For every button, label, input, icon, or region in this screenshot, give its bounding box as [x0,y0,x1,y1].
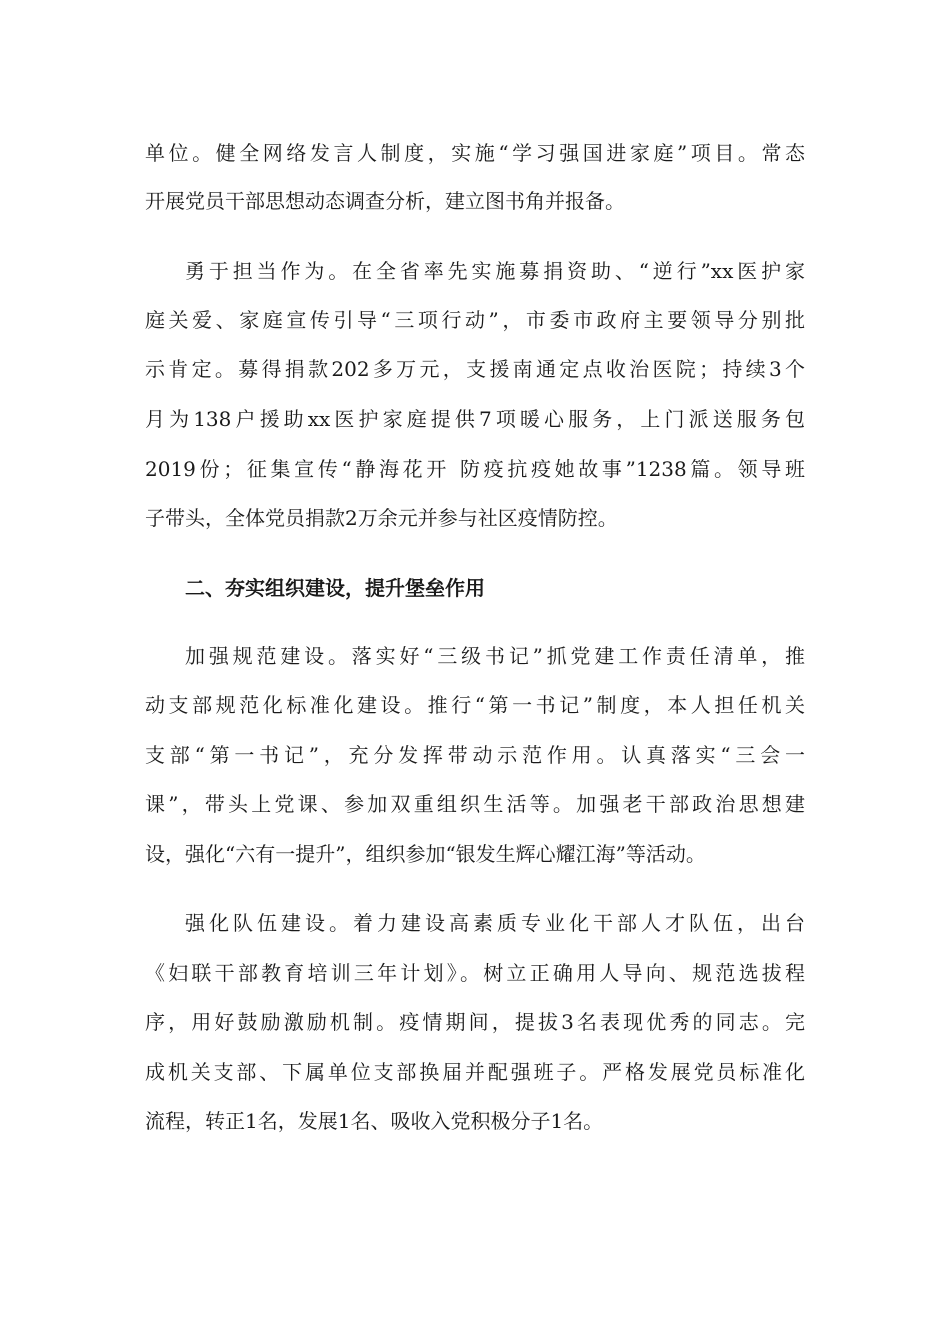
section-heading: 二、夯实组织建设，提升堡垒作用 [185,576,485,600]
paragraph-line: 月为138户援助xx医护家庭提供7项暖心服务，上门派送服务包 [145,407,805,431]
paragraph-line: 强化队伍建设。着力建设高素质专业化干部人才队伍，出台 [185,911,805,935]
paragraph-line: 庭关爱、家庭宣传引导“三项行动”，市委市政府主要领导分别批 [145,308,805,332]
paragraph-line: 勇于担当作为。在全省率先实施募捐资助、“逆行”xx医护家 [185,259,805,283]
paragraph-line: 子带头，全体党员捐款2万余元并参与社区疫情防控。 [145,506,618,530]
paragraph-line: 序，用好鼓励激励机制。疫情期间，提拔3名表现优秀的同志。完 [145,1010,805,1034]
paragraph-line: 流程，转正1名，发展1名、吸收入党积极分子1名。 [145,1109,604,1133]
paragraph-line: 成机关支部、下属单位支部换届并配强班子。严格发展党员标准化 [145,1060,805,1084]
paragraph-line: 动支部规范化标准化建设。推行“第一书记”制度，本人担任机关 [145,693,805,717]
paragraph-line: 《妇联干部教育培训三年计划》。树立正确用人导向、规范选拔程 [145,961,805,985]
paragraph-line: 2019份；征集宣传“静海花开 防疫抗疫她故事”1238篇。领导班 [145,457,805,481]
paragraph-line: 支部“第一书记”，充分发挥带动示范作用。认真落实“三会一 [145,743,805,767]
paragraph-line: 示肯定。募得捐款202多万元，支援南通定点收治医院；持续3个 [145,357,805,381]
paragraph-line: 开展党员干部思想动态调查分析，建立图书角并报备。 [145,189,625,213]
paragraph-line: 加强规范建设。落实好“三级书记”抓党建工作责任清单，推 [185,644,805,668]
paragraph-line: 设，强化“六有一提升”，组织参加“银发生辉心耀江海”等活动。 [145,842,706,866]
paragraph-line: 单位。健全网络发言人制度，实施“学习强国进家庭”项目。常态 [145,141,805,165]
paragraph-line: 课”，带头上党课、参加双重组织生活等。加强老干部政治思想建 [145,792,805,816]
